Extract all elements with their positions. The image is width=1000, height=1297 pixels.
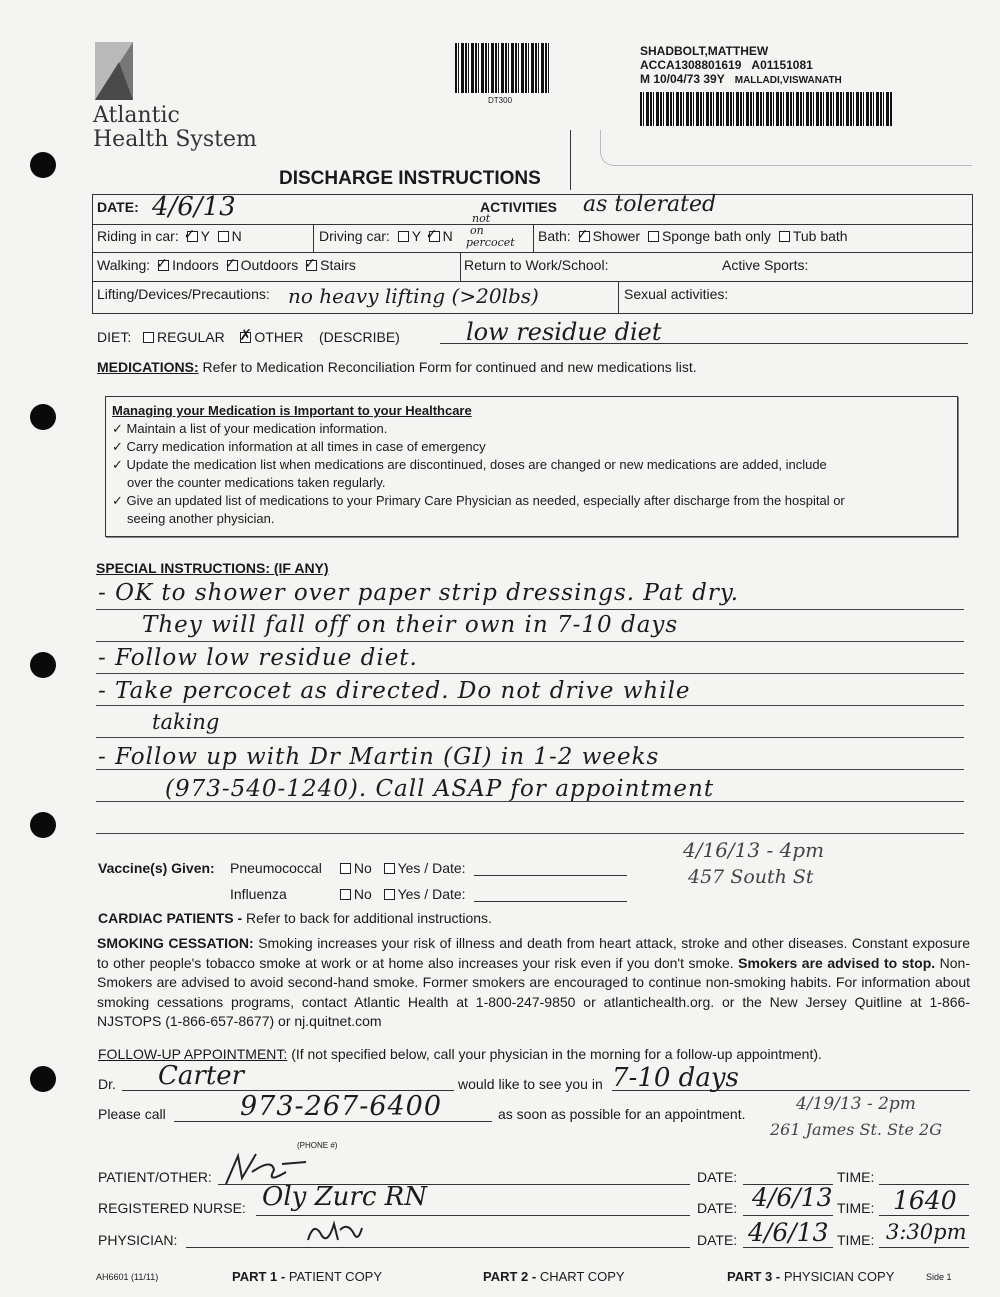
flu-date-line	[474, 901, 627, 902]
side-label: Side 1	[926, 1272, 952, 1282]
flu-no-checkbox[interactable]	[340, 889, 351, 900]
diet-row	[97, 329, 400, 345]
form-title: DISCHARGE INSTRUCTIONS	[279, 168, 541, 189]
followup-note-2: 261 James St. Ste 2G	[770, 1120, 942, 1139]
ruled-line	[96, 609, 964, 610]
patient-time-label: TIME:	[837, 1169, 875, 1185]
ruled-line	[96, 673, 964, 674]
nurse-sig-label: REGISTERED NURSE:	[98, 1200, 246, 1216]
activities-label: ACTIVITIES	[480, 199, 558, 215]
physician-time-value: 3:30pm	[886, 1220, 967, 1244]
diet-value: low residue diet	[466, 318, 662, 346]
riding-no-label: N	[231, 228, 242, 244]
bath-tub-checkbox[interactable]	[779, 231, 790, 242]
divider	[313, 224, 314, 252]
ruled-line	[96, 737, 964, 738]
bath-label: Bath:	[538, 228, 571, 244]
footer-part-2: PART 2 - CHART COPY	[483, 1269, 625, 1284]
diet-regular-checkbox[interactable]	[143, 332, 154, 343]
medication-item: ✓ Maintain a list of your medication information.	[112, 421, 388, 436]
vaccine-pneumo-label: Pneumococcal	[230, 860, 322, 876]
physician-sig-label: PHYSICIAN:	[98, 1232, 178, 1248]
barcode-label: DT300	[488, 96, 513, 105]
patient-label	[640, 44, 842, 88]
nurse-signature: Oly Zurc RN	[262, 1182, 427, 1212]
see-label: would like to see you in	[458, 1076, 603, 1092]
activities-value: as tolerated	[583, 192, 717, 217]
flu-yes-checkbox[interactable]	[384, 889, 395, 900]
driving-note: not on percocet	[466, 212, 515, 249]
special-line-2: They will fall off on their own in 7-10 days	[142, 612, 679, 638]
call-label: Please call	[98, 1106, 166, 1122]
org-name: Atlantic Health System	[93, 103, 257, 152]
vaccine-flu-row: Influenza No Yes / Date:	[230, 886, 466, 902]
special-instructions-label: SPECIAL INSTRUCTIONS: (IF ANY)	[96, 560, 329, 576]
nurse-date-label: DATE:	[697, 1200, 738, 1216]
bath-tub-label: Tub bath	[792, 228, 848, 244]
driving-no-label: N	[442, 228, 453, 244]
punch-hole	[30, 404, 56, 430]
lifting-value: no heavy lifting (>20lbs)	[288, 284, 539, 308]
atlantic-logo-icon	[95, 42, 133, 100]
driving-label: Driving car:	[319, 228, 390, 244]
label-corner	[600, 130, 972, 166]
asap-text: as soon as possible for an appointment.	[498, 1106, 746, 1122]
smoking-label: SMOKING CESSATION:	[97, 935, 254, 951]
walking-stairs-checkbox[interactable]: ✓	[304, 255, 316, 271]
followup-text: (If not specified below, call your physician in the morning for a follow-up appointment).	[291, 1046, 822, 1062]
patient-name: SHADBOLT,MATTHEW	[640, 44, 769, 58]
smoking-text-1: Smoking increases your risk of illness and death from heart attack, stroke and other diseases. Constant exposure to other people's tobacco smoke at work or at home also increases your risk even if you don't smoke.	[97, 935, 971, 971]
divider	[92, 252, 973, 253]
medication-box-title: Managing your Medication is Important to your Healthcare	[112, 403, 472, 418]
medications-row	[97, 359, 697, 375]
patient-sig-label: PATIENT/OTHER:	[98, 1169, 212, 1185]
divider	[570, 130, 571, 190]
account-number-2: A01151081	[751, 58, 813, 72]
vaccine-flu-label: Influenza	[230, 886, 287, 902]
diet-describe-label: (DESCRIBE)	[318, 329, 400, 345]
vaccine-pneumo-row: Pneumococcal No Yes / Date:	[230, 860, 466, 876]
medication-item: ✓ Carry medication information at all times in case of emergency	[112, 439, 486, 454]
special-line-5: taking	[152, 710, 220, 734]
nurse-time-label: TIME:	[837, 1200, 875, 1216]
riding-row	[97, 228, 242, 244]
medication-box-content	[112, 402, 952, 528]
return-work-label: Return to Work/School:	[464, 257, 609, 273]
punch-hole	[30, 152, 56, 178]
physician-date-label: DATE:	[697, 1232, 738, 1248]
medications-label: MEDICATIONS:	[97, 359, 199, 375]
lifting-label: Lifting/Devices/Precautions:	[97, 286, 270, 302]
medications-text: Refer to Medication Reconciliation Form for continued and new medications list.	[202, 359, 697, 375]
walking-indoors-checkbox[interactable]: ✓	[156, 255, 168, 271]
patient-barcode	[640, 92, 892, 126]
smoking-cessation	[97, 934, 970, 1032]
vaccine-note-1: 4/16/13 - 4pm	[683, 838, 825, 862]
driving-yes-label: Y	[411, 228, 421, 244]
date-value: 4/6/13	[152, 192, 236, 222]
ruled-line	[96, 641, 964, 642]
form-number: AH6601 (11/11)	[96, 1272, 159, 1282]
call-value: 973-267-6400	[240, 1091, 443, 1122]
vaccine-note-2: 457 South St	[688, 866, 814, 888]
medication-item: seeing another physician.	[127, 511, 275, 526]
form-barcode	[455, 43, 550, 93]
followup-note-1: 4/19/13 - 2pm	[796, 1094, 916, 1114]
divider	[92, 281, 973, 282]
vaccine-label: Vaccine(s) Given:	[98, 860, 215, 876]
pneumo-yes-checkbox[interactable]	[384, 863, 395, 874]
dr-value: Carter	[158, 1061, 245, 1091]
bath-row	[538, 228, 848, 244]
physician-time-label: TIME:	[837, 1232, 875, 1248]
special-line-3: - Follow low residue diet.	[98, 645, 418, 671]
bath-shower-label: Shower	[592, 228, 641, 244]
active-sports-label: Active Sports:	[722, 257, 809, 273]
riding-label: Riding in car:	[97, 228, 179, 244]
walking-row	[97, 257, 356, 273]
physician-date-value: 4/6/13	[748, 1218, 829, 1247]
cardiac-label: CARDIAC PATIENTS -	[98, 910, 243, 926]
walking-indoors-label: Indoors	[172, 257, 219, 273]
punch-hole	[30, 1066, 56, 1092]
divider	[460, 252, 461, 281]
medication-item: ✓ Give an updated list of medications to your Primary Care Physician as needed, especially after discharge from the hospital or	[112, 493, 845, 508]
physician-signature-icon	[304, 1216, 364, 1246]
nurse-time-value: 1640	[893, 1186, 957, 1215]
driving-row	[319, 228, 453, 244]
bath-sponge-checkbox[interactable]	[648, 231, 659, 242]
diet-regular-label: REGULAR	[157, 329, 225, 345]
ruled-line	[96, 833, 964, 834]
walking-outdoors-label: Outdoors	[240, 257, 299, 273]
see-value: 7-10 days	[612, 1063, 739, 1093]
riding-yes-checkbox[interactable]: ✓	[187, 231, 198, 242]
physician-time-line	[879, 1247, 969, 1248]
phone-hint: (PHONE #)	[297, 1141, 338, 1150]
smoking-text-2: Non-Smokers are advised to avoid second-hand smoke. Former smokers are encouraged to continue non-smoking habits. For information about smoking cessations programs, contact Atlantic Health at 1-800-247-9850 or atlantichealth.org. or the New Jersey Quitline at 1-866-NJSTOPS (1-866-657-8677) or nj.quitnet.com	[97, 954, 971, 1029]
date-label: DATE:	[97, 199, 139, 215]
walking-label: Walking:	[97, 257, 151, 273]
account-number: ACCA1308801619	[640, 58, 742, 72]
patient-date-label: DATE:	[697, 1169, 738, 1185]
punch-hole	[30, 652, 56, 678]
cardiac-row	[98, 910, 492, 926]
divider	[618, 281, 619, 314]
special-line-1: - OK to shower over paper strip dressings. Pat dry.	[98, 580, 740, 606]
diet-other-checkbox[interactable]: ✗	[239, 327, 252, 344]
physician-date-line	[743, 1247, 833, 1248]
bath-sponge-label: Sponge bath only	[661, 228, 771, 244]
medication-item: over the counter medications taken regularly.	[127, 475, 386, 490]
riding-yes-label: Y	[200, 228, 210, 244]
walking-stairs-label: Stairs	[320, 257, 356, 273]
cardiac-text: Refer to back for additional instructions.	[246, 910, 492, 926]
punch-hole	[30, 812, 56, 838]
ruled-line	[96, 705, 964, 706]
diet-other-label: OTHER	[254, 329, 304, 345]
nurse-date-value: 4/6/13	[752, 1183, 833, 1212]
divider	[533, 224, 534, 252]
special-line-4: - Take percocet as directed. Do not drive while	[98, 678, 691, 704]
driving-no-checkbox[interactable]: ✓	[429, 231, 440, 242]
patient-demographics: M 10/04/73 39Y	[640, 72, 725, 86]
dr-label: Dr.	[98, 1076, 116, 1092]
smoking-bold: Smokers are advised to stop.	[738, 954, 936, 971]
footer-part-1: PART 1 - PATIENT COPY	[232, 1269, 383, 1284]
pneumo-date-line	[474, 875, 627, 876]
sexual-activities-label: Sexual activities:	[624, 286, 729, 302]
special-line-6: - Follow up with Dr Martin (GI) in 1-2 weeks	[98, 744, 660, 770]
driving-yes-checkbox[interactable]	[398, 231, 409, 242]
walking-outdoors-checkbox[interactable]: ✓	[224, 255, 237, 271]
followup-row	[98, 1046, 822, 1062]
special-line-7: (973-540-1240). Call ASAP for appointment	[165, 776, 715, 802]
physician-sig-line	[186, 1247, 690, 1248]
attending-physician: MALLADI,VISWANATH	[734, 75, 842, 86]
nurse-date-line	[743, 1215, 833, 1216]
nurse-time-line	[879, 1215, 969, 1216]
riding-no-checkbox[interactable]	[218, 231, 229, 242]
pneumo-no-checkbox[interactable]	[340, 863, 351, 874]
diet-label: DIET:	[97, 329, 132, 345]
patient-time-line	[879, 1184, 969, 1185]
footer-part-3: PART 3 - PHYSICIAN COPY	[727, 1269, 895, 1284]
bath-shower-checkbox[interactable]: ✓	[576, 226, 589, 242]
medication-item: ✓ Update the medication list when medications are discontinued, doses are changed or new medications are added, include	[112, 457, 827, 472]
followup-label: FOLLOW-UP APPOINTMENT:	[98, 1046, 288, 1062]
